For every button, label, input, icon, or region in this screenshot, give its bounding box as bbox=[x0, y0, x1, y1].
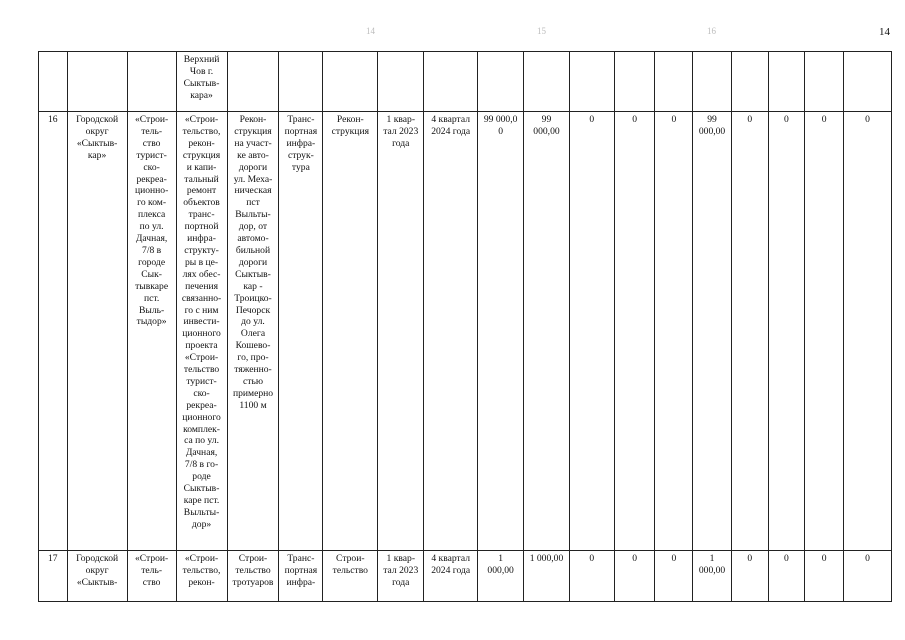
cell-amount: 0 bbox=[768, 112, 805, 551]
cell bbox=[655, 52, 693, 112]
cell bbox=[227, 52, 279, 112]
cell-object-name: Верхний Чов г. Сыктыв- кара» bbox=[176, 52, 227, 112]
cell-amount: 0 bbox=[655, 551, 693, 602]
cell-description: Строи- тельство тротуаров bbox=[227, 551, 279, 602]
cell bbox=[844, 52, 892, 112]
cell-amount: 0 bbox=[844, 551, 892, 602]
table-row-17 bbox=[39, 551, 892, 602]
cell bbox=[127, 52, 176, 112]
cell-amount: 1 000,00 bbox=[478, 551, 524, 602]
cell bbox=[569, 52, 614, 112]
cell-object-name: «Строи- тельство, рекон- bbox=[176, 551, 227, 602]
cell bbox=[768, 52, 805, 112]
cell-amount: 1 000,00 bbox=[693, 551, 732, 602]
cell-amount: 0 bbox=[614, 112, 655, 551]
cell-category: Транс- портная инфра- bbox=[279, 551, 323, 602]
document-table bbox=[38, 51, 892, 602]
faint-mark: 15 bbox=[537, 26, 546, 36]
cell bbox=[378, 52, 424, 112]
cell bbox=[67, 52, 127, 112]
cell bbox=[524, 52, 570, 112]
cell bbox=[614, 52, 655, 112]
cell-start: 1 квар- тал 2023 года bbox=[378, 112, 424, 551]
cell-amount: 0 bbox=[805, 112, 844, 551]
cell bbox=[39, 52, 68, 112]
cell bbox=[323, 52, 378, 112]
cell-end: 4 квартал 2024 года bbox=[424, 112, 478, 551]
cell-amount: 0 bbox=[844, 112, 892, 551]
cell bbox=[693, 52, 732, 112]
page-number: 14 bbox=[879, 26, 890, 38]
cell-amount: 0 bbox=[731, 551, 768, 602]
cell-amount: 0 bbox=[805, 551, 844, 602]
cell-object-name: «Строи- тельство, рекон- струкция и капи- тальный ремонт объектов транс- портной инфра- структу- ры в це- лях обес- печения связанно- го с ним инвести- ционного проекта «Строи- тельство турист- ско- рекреа- ционного комплек- са по ул. Дачная, 7/8 в го- роде Сыктыв- каре пст. Выльты- дор» bbox=[176, 112, 227, 551]
cell-amount: 99 000,00 bbox=[693, 112, 732, 551]
cell-amount: 0 bbox=[655, 112, 693, 551]
cell-amount: 0 bbox=[768, 551, 805, 602]
cell-municipality: Городской округ «Сыктыв- кар» bbox=[67, 112, 127, 551]
table-row-16 bbox=[39, 112, 892, 551]
cell bbox=[478, 52, 524, 112]
table-row-continued bbox=[39, 52, 892, 112]
cell-row-number: 16 bbox=[39, 112, 68, 551]
faint-mark: 16 bbox=[707, 26, 716, 36]
cell-end: 4 квартал 2024 года bbox=[424, 551, 478, 602]
cell-start: 1 квар- тал 2023 года bbox=[378, 551, 424, 602]
cell-amount: 1 000,00 bbox=[524, 551, 570, 602]
cell-amount: 99 000,00 bbox=[524, 112, 570, 551]
cell bbox=[805, 52, 844, 112]
cell bbox=[731, 52, 768, 112]
cell-category: Транс- портная инфра- струк- тура bbox=[279, 112, 323, 551]
cell-work-type: Рекон- струкция bbox=[323, 112, 378, 551]
cell-project: «Строи- тель- ство турист- ско- рекреа- ционно- го ком- плекса по ул. Дачная, 7/8 в городе Сык- тывкаре пст. Выль- тыдор» bbox=[127, 112, 176, 551]
cell-description: Рекон- струкция на участ- ке авто- дороги ул. Меха- ническая пст Выльты- дор, от автомо- бильной дороги Сыктыв- кар - Троицко- Печорск до ул. Олега Кошево- го, про- тяженно- стью примерно 1100 м bbox=[227, 112, 279, 551]
cell bbox=[279, 52, 323, 112]
cell-work-type: Строи- тельство bbox=[323, 551, 378, 602]
cell-row-number: 17 bbox=[39, 551, 68, 602]
cell-amount: 0 bbox=[614, 551, 655, 602]
cell-amount: 0 bbox=[569, 551, 614, 602]
faint-mark: 14 bbox=[366, 26, 375, 36]
cell-amount: 99 000,0 0 bbox=[478, 112, 524, 551]
cell bbox=[424, 52, 478, 112]
cell-project: «Строи- тель- ство bbox=[127, 551, 176, 602]
cell-amount: 0 bbox=[731, 112, 768, 551]
cell-municipality: Городской округ «Сыктыв- bbox=[67, 551, 127, 602]
cell-amount: 0 bbox=[569, 112, 614, 551]
